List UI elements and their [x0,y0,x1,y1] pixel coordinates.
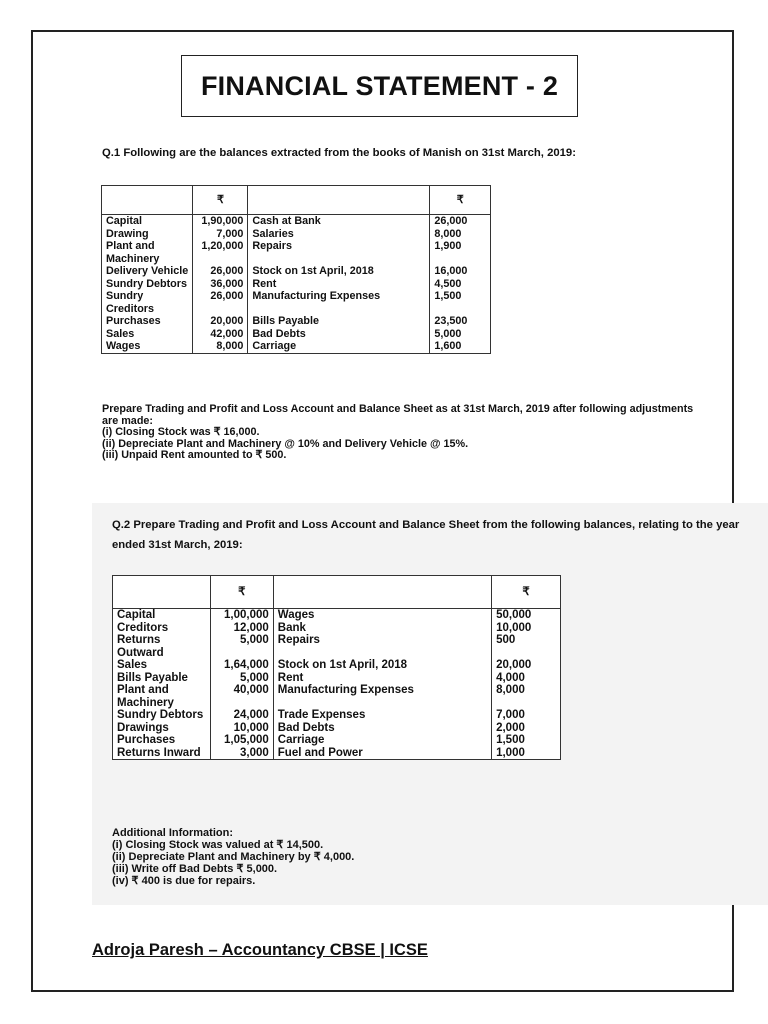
page-title: FINANCIAL STATEMENT - 2 [200,70,559,101]
amount-cell: 1,90,000 [193,215,248,228]
account-name-cell: Manufacturing Expenses [273,684,491,709]
account-name-cell: Purchases [113,734,211,747]
table-row [102,328,491,341]
account-name-cell: Sundry Debtors [102,278,193,291]
amount-cell: 1,64,000 [210,659,273,672]
amount-cell: 3,000 [210,747,273,760]
q1-table-header [102,186,491,215]
account-name-cell: Manufacturing Expenses [248,290,430,315]
amount-cell: 26,000 [430,215,491,228]
table-row [113,659,561,672]
amount-cell: 20,000 [193,315,248,328]
table-row [113,709,561,722]
q1-instructions [102,404,702,462]
q2-info-item: (iii) Write off Bad Debts ₹ 5,000. [112,863,278,875]
amount-cell: 12,000 [210,622,273,635]
account-name-cell: Capital [102,215,193,228]
table-row [102,340,491,353]
q1-balance-table [101,185,491,354]
account-name-cell: Returns Inward [113,747,211,760]
account-name-cell: Sales [113,659,211,672]
q1-adjustment: (ii) Depreciate Plant and Machinery @ 10% and Delivery Vehicle @ 15%. [102,437,469,450]
table-row [102,240,491,265]
q2-currency-right: ₹ [492,576,561,609]
account-name-cell: Cash at Bank [248,215,430,228]
title-box [181,55,578,117]
account-name-cell: Bad Debts [248,328,430,341]
table-row [102,215,491,228]
account-name-cell: Stock on 1st April, 2018 [248,265,430,278]
account-name-cell: Stock on 1st April, 2018 [273,659,491,672]
account-name-cell: Plant and Machinery [113,684,211,709]
amount-cell: 26,000 [193,290,248,315]
amount-cell: 5,000 [210,672,273,685]
amount-cell: 1,500 [492,734,561,747]
q2-table-header [113,576,561,609]
amount-cell: 8,000 [193,340,248,353]
amount-cell: 23,500 [430,315,491,328]
amount-cell: 24,000 [210,709,273,722]
table-row [113,634,561,659]
amount-cell: 1,000 [492,747,561,760]
amount-cell: 26,000 [193,265,248,278]
account-name-cell: Sundry Debtors [113,709,211,722]
amount-cell: 5,000 [430,328,491,341]
account-name-cell: Rent [248,278,430,291]
amount-cell: 10,000 [492,622,561,635]
amount-cell: 20,000 [492,659,561,672]
account-name-cell: Fuel and Power [273,747,491,760]
q1-adjustment: (iii) Unpaid Rent amounted to ₹ 500. [102,449,287,461]
account-name-cell: Returns Outward [113,634,211,659]
q2-heading: Q.2 Prepare Trading and Profit and Loss Account and Balance Sheet from the following balances, relating to the year ended 31st March, 2019: [112,519,740,551]
amount-cell: 50,000 [492,609,561,622]
amount-cell: 4,000 [492,672,561,685]
account-name-cell: Drawings [113,722,211,735]
table-row [113,622,561,635]
account-name-cell: Sales [102,328,193,341]
account-name-cell: Repairs [273,634,491,659]
table-row [113,747,561,760]
q1-instruction-text: Prepare Trading and Profit and Loss Account and Balance Sheet as at 31st March, 2019 after following adjustments are made: [102,403,694,427]
table-row [113,722,561,735]
q1-currency-right: ₹ [430,186,491,215]
account-name-cell: Delivery Vehicle [102,265,193,278]
account-name-cell: Purchases [102,315,193,328]
amount-cell: 5,000 [210,634,273,659]
table-row [102,290,491,315]
q2-info-item: (i) Closing Stock was valued at ₹ 14,500. [112,839,324,851]
footer-credit: Adroja Paresh – Accountancy CBSE | ICSE [92,941,428,959]
amount-cell: 1,900 [430,240,491,265]
account-name-cell: Drawing [102,228,193,241]
account-name-cell: Bad Debts [273,722,491,735]
table-row [102,228,491,241]
amount-cell: 1,500 [430,290,491,315]
amount-cell: 4,500 [430,278,491,291]
amount-cell: 2,000 [492,722,561,735]
table-row [113,734,561,747]
q2-info-title: Additional Information: [112,827,233,839]
amount-cell: 40,000 [210,684,273,709]
table-row [102,315,491,328]
amount-cell: 16,000 [430,265,491,278]
account-name-cell: Bills Payable [248,315,430,328]
q2-balance-table [112,575,561,760]
amount-cell: 8,000 [430,228,491,241]
amount-cell: 10,000 [210,722,273,735]
table-row [113,672,561,685]
account-name-cell: Bank [273,622,491,635]
amount-cell: 1,20,000 [193,240,248,265]
q1-currency-left: ₹ [193,186,248,215]
table-row [102,278,491,291]
account-name-cell: Capital [113,609,211,622]
account-name-cell: Plant and Machinery [102,240,193,265]
account-name-cell: Rent [273,672,491,685]
table-row [113,609,561,622]
account-name-cell: Carriage [273,734,491,747]
q1-heading: Q.1 Following are the balances extracted from the books of Manish on 31st March, 2019: [102,147,576,159]
amount-cell: 8,000 [492,684,561,709]
q2-currency-left: ₹ [210,576,273,609]
account-name-cell: Repairs [248,240,430,265]
account-name-cell: Bills Payable [113,672,211,685]
amount-cell: 7,000 [193,228,248,241]
amount-cell: 1,00,000 [210,609,273,622]
q2-additional-info [112,827,712,887]
amount-cell: 1,600 [430,340,491,353]
q1-adjustment: (i) Closing Stock was ₹ 16,000. [102,426,260,438]
account-name-cell: Sundry Creditors [102,290,193,315]
account-name-cell: Wages [273,609,491,622]
q2-info-item: (ii) Depreciate Plant and Machinery by ₹ 4,000. [112,851,355,863]
amount-cell: 7,000 [492,709,561,722]
amount-cell: 42,000 [193,328,248,341]
table-row [102,265,491,278]
amount-cell: 1,05,000 [210,734,273,747]
account-name-cell: Trade Expenses [273,709,491,722]
account-name-cell: Wages [102,340,193,353]
amount-cell: 36,000 [193,278,248,291]
q2-info-item: (iv) ₹ 400 is due for repairs. [112,875,256,887]
amount-cell: 500 [492,634,561,659]
account-name-cell: Carriage [248,340,430,353]
account-name-cell: Creditors [113,622,211,635]
table-row [113,684,561,709]
account-name-cell: Salaries [248,228,430,241]
